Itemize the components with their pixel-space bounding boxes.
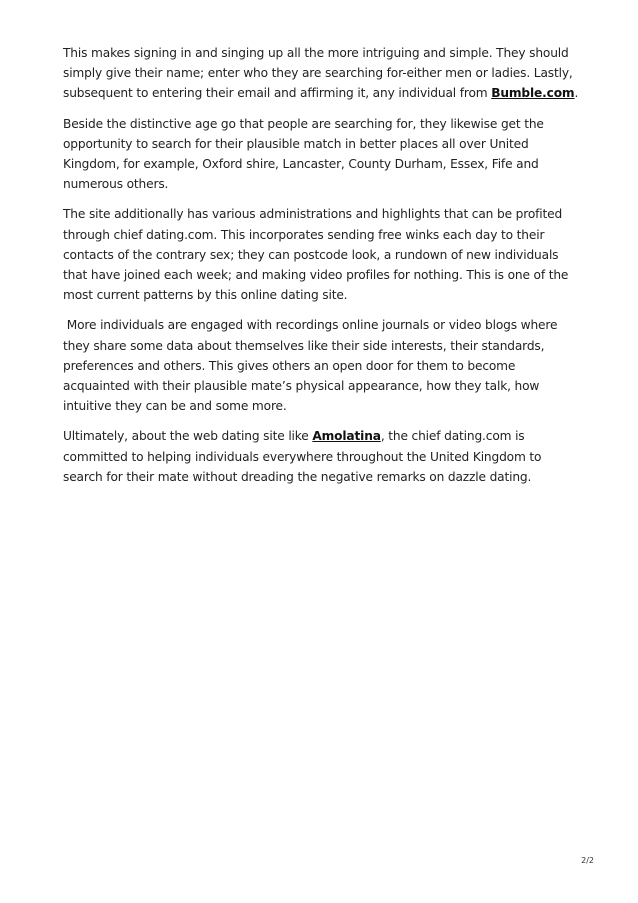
paragraph-conclusion-start: Ultimately, about the web dating site like: [63, 429, 313, 444]
paragraph-signup-end: .: [574, 86, 579, 101]
document-body: [63, 43, 583, 497]
paragraph-conclusion: [63, 426, 583, 487]
paragraph-features: The site additionally has various administrations and highlights that can be profited through chief dating.com. This incorporates sending free winks each day to their contacts of the contrary sex; they can postcode look, a rundown of new individuals that have joined each week; and making video profiles for nothing. This is one of the most current patterns by this online dating site.: [63, 207, 569, 303]
page-number: 2/2: [581, 856, 594, 865]
amolatina-link[interactable]: Amolatina: [312, 429, 381, 444]
bumble-link[interactable]: Bumble.com: [491, 86, 575, 101]
paragraph-signup: [63, 43, 583, 104]
paragraph-video-blogs: More individuals are engaged with recordings online journals or video blogs where they share some data about themselves like their side interests, their standards, preferences and others. This gives others an open door for them to become acquainted with their plausible mate’s physical appearance, how they talk, how intuitive they can be and some more.: [63, 318, 562, 414]
paragraph-locations: Beside the distinctive age go that people are searching for, they likewise get the opportunity to search for their plausible match in better places all over United Kingdom, for example, Oxford shire, Lancaster, County Durham, Essex, Fife and numerous others.: [63, 116, 544, 192]
paragraph-conclusion-text: , the chief dating.com is committed to helping individuals everywhere throughout the United Kingdom to search for their mate without dreading the negative remarks on dazzle dating.: [63, 429, 542, 484]
paragraph-signup-text: This makes signing in and singing up all the more intriguing and simple. They should simply give their name; enter who they are searching for-either men or ladies. Lastly, subsequent to entering their email and affirming it, any individual from: [63, 46, 573, 101]
